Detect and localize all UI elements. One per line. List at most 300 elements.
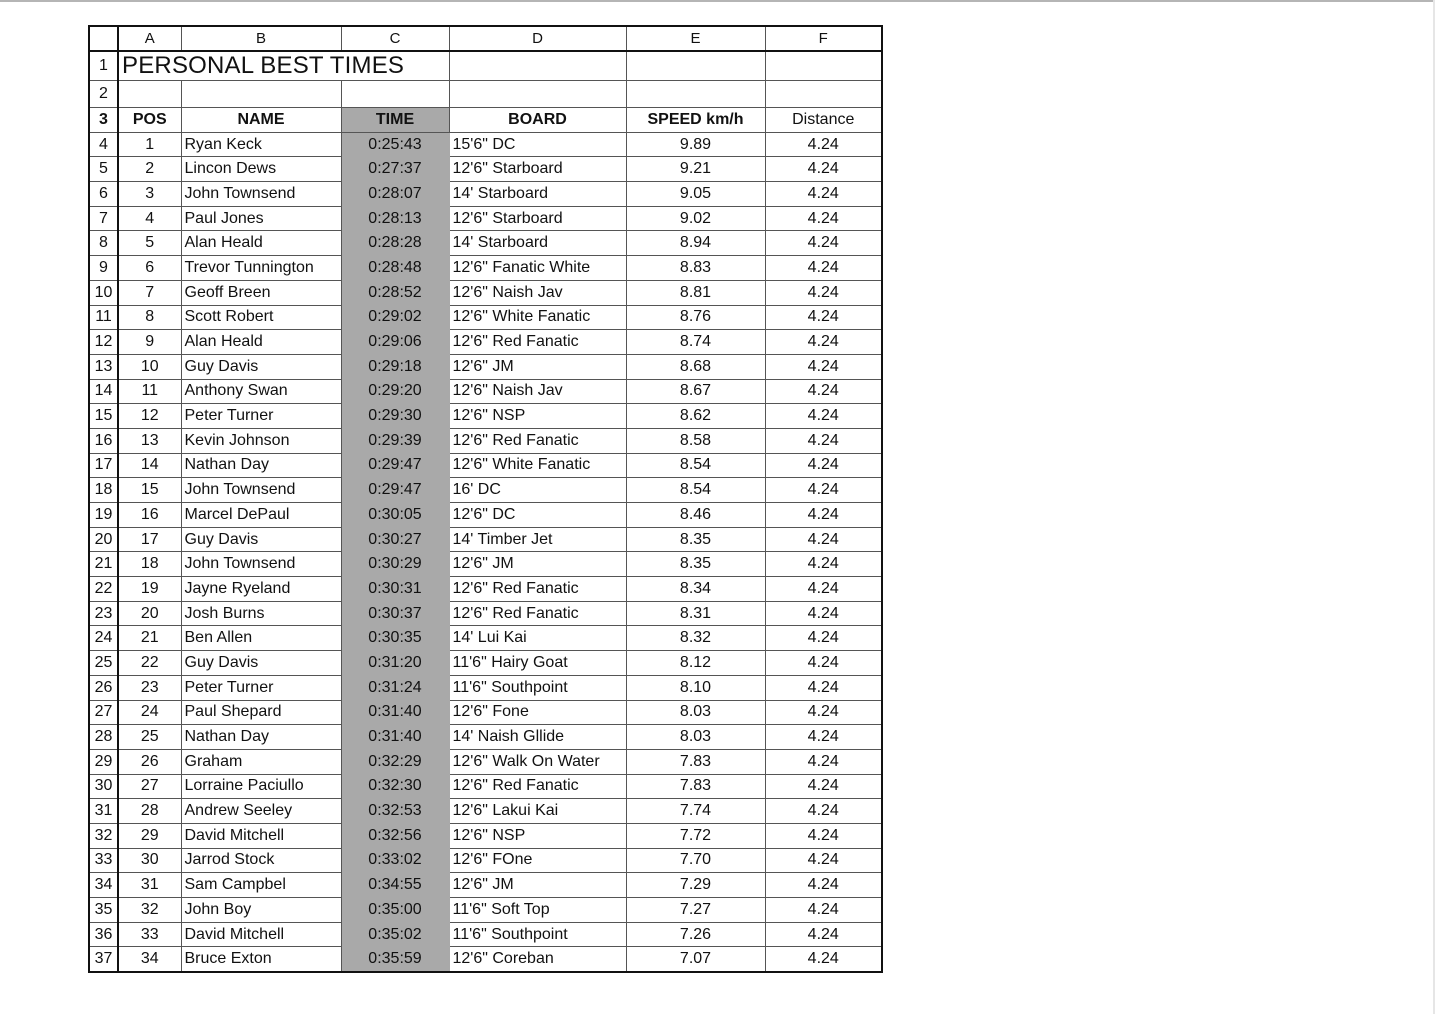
cell-board[interactable]: 11'6" Hairy Goat bbox=[449, 651, 626, 676]
table-row bbox=[89, 330, 882, 355]
cell-pos[interactable]: 34 bbox=[118, 947, 181, 972]
cell-speed[interactable]: 7.29 bbox=[626, 873, 765, 898]
header-pos[interactable]: POS bbox=[118, 108, 181, 133]
table-row bbox=[89, 898, 882, 923]
row-number[interactable]: 19 bbox=[89, 503, 118, 528]
row-number[interactable]: 1 bbox=[89, 51, 118, 81]
cell-speed[interactable]: 8.03 bbox=[626, 725, 765, 750]
blank-row bbox=[89, 81, 882, 108]
row-number[interactable]: 14 bbox=[89, 379, 118, 404]
cell-distance[interactable]: 4.24 bbox=[765, 478, 882, 503]
cell-board[interactable]: 14' Naish Gllide bbox=[449, 725, 626, 750]
cell-speed[interactable]: 7.27 bbox=[626, 898, 765, 923]
cell-speed[interactable]: 8.67 bbox=[626, 379, 765, 404]
header-name[interactable]: NAME bbox=[181, 108, 341, 133]
row-number[interactable]: 15 bbox=[89, 404, 118, 429]
cell-name[interactable]: Paul Jones bbox=[181, 206, 341, 231]
page-top-border bbox=[0, 0, 1435, 2]
cell-pos[interactable]: 31 bbox=[118, 873, 181, 898]
table-row bbox=[89, 601, 882, 626]
cell-board[interactable]: 12'6" Starboard bbox=[449, 157, 626, 182]
cell-board[interactable]: 12'6" Lakui Kai bbox=[449, 799, 626, 824]
cell-board[interactable]: 12'6" Naish Jav bbox=[449, 280, 626, 305]
cell-pos[interactable]: 2 bbox=[118, 157, 181, 182]
cell-empty[interactable] bbox=[626, 81, 765, 108]
select-all-corner[interactable] bbox=[89, 26, 118, 51]
cell-time[interactable]: 0:35:59 bbox=[341, 947, 449, 972]
row-number[interactable]: 3 bbox=[89, 108, 118, 133]
table-row bbox=[89, 280, 882, 305]
cell-empty[interactable] bbox=[341, 81, 449, 108]
column-header-b[interactable]: B bbox=[181, 26, 341, 51]
cell-time[interactable]: 0:30:29 bbox=[341, 552, 449, 577]
cell-board[interactable]: 15'6" DC bbox=[449, 132, 626, 157]
cell-time[interactable]: 0:25:43 bbox=[341, 132, 449, 157]
cell-name[interactable]: Paul Shepard bbox=[181, 700, 341, 725]
row-number[interactable]: 20 bbox=[89, 527, 118, 552]
cell-pos[interactable]: 32 bbox=[118, 898, 181, 923]
cell-speed[interactable]: 9.89 bbox=[626, 132, 765, 157]
cell-distance[interactable]: 4.24 bbox=[765, 922, 882, 947]
cell-distance[interactable]: 4.24 bbox=[765, 379, 882, 404]
cell-name[interactable]: Ben Allen bbox=[181, 626, 341, 651]
row-number[interactable]: 30 bbox=[89, 774, 118, 799]
cell-speed[interactable]: 7.74 bbox=[626, 799, 765, 824]
cell-pos[interactable]: 3 bbox=[118, 182, 181, 207]
cell-name[interactable]: Jayne Ryeland bbox=[181, 577, 341, 602]
cell-distance[interactable]: 4.24 bbox=[765, 700, 882, 725]
table-row bbox=[89, 157, 882, 182]
cell-speed[interactable]: 8.74 bbox=[626, 330, 765, 355]
cell-time[interactable]: 0:35:00 bbox=[341, 898, 449, 923]
table-row bbox=[89, 725, 882, 750]
cell-speed[interactable]: 8.35 bbox=[626, 552, 765, 577]
cell-name[interactable]: John Townsend bbox=[181, 182, 341, 207]
cell-distance[interactable]: 4.24 bbox=[765, 799, 882, 824]
cell-distance[interactable]: 4.24 bbox=[765, 725, 882, 750]
column-header-row bbox=[89, 26, 882, 51]
cell-pos[interactable]: 5 bbox=[118, 231, 181, 256]
cell-time[interactable]: 0:31:40 bbox=[341, 725, 449, 750]
cell-distance[interactable]: 4.24 bbox=[765, 873, 882, 898]
cell-time[interactable]: 0:29:02 bbox=[341, 305, 449, 330]
table-row bbox=[89, 774, 882, 799]
cell-board[interactable]: 12'6" Red Fanatic bbox=[449, 601, 626, 626]
cell-pos[interactable]: 18 bbox=[118, 552, 181, 577]
row-number[interactable]: 4 bbox=[89, 132, 118, 157]
cell-distance[interactable]: 4.24 bbox=[765, 157, 882, 182]
table-row bbox=[89, 823, 882, 848]
cell-time[interactable]: 0:29:18 bbox=[341, 354, 449, 379]
row-number[interactable]: 21 bbox=[89, 552, 118, 577]
cell-speed[interactable]: 8.10 bbox=[626, 675, 765, 700]
cell-time[interactable]: 0:28:07 bbox=[341, 182, 449, 207]
column-header-d[interactable]: D bbox=[449, 26, 626, 51]
cell-name[interactable]: Scott Robert bbox=[181, 305, 341, 330]
cell-board[interactable]: 12'6" Starboard bbox=[449, 206, 626, 231]
cell-time[interactable]: 0:28:52 bbox=[341, 280, 449, 305]
row-number[interactable]: 36 bbox=[89, 922, 118, 947]
row-number[interactable]: 12 bbox=[89, 330, 118, 355]
cell-time[interactable]: 0:29:39 bbox=[341, 428, 449, 453]
cell-name[interactable]: Lorraine Paciullo bbox=[181, 774, 341, 799]
row-number[interactable]: 9 bbox=[89, 256, 118, 281]
cell-pos[interactable]: 26 bbox=[118, 749, 181, 774]
row-number[interactable]: 24 bbox=[89, 626, 118, 651]
cell-distance[interactable]: 4.24 bbox=[765, 280, 882, 305]
row-number[interactable]: 2 bbox=[89, 81, 118, 108]
cell-name[interactable]: John Townsend bbox=[181, 552, 341, 577]
cell-board[interactable]: 12'6" Naish Jav bbox=[449, 379, 626, 404]
cell-name[interactable]: Nathan Day bbox=[181, 725, 341, 750]
table-row bbox=[89, 799, 882, 824]
cell-pos[interactable]: 15 bbox=[118, 478, 181, 503]
cell-distance[interactable]: 4.24 bbox=[765, 503, 882, 528]
cell-time[interactable]: 0:30:05 bbox=[341, 503, 449, 528]
cell-board[interactable]: 12'6" Coreban bbox=[449, 947, 626, 972]
cell-speed[interactable]: 9.05 bbox=[626, 182, 765, 207]
cell-name[interactable]: Lincon Dews bbox=[181, 157, 341, 182]
cell-distance[interactable]: 4.24 bbox=[765, 577, 882, 602]
table-row bbox=[89, 626, 882, 651]
cell-name[interactable]: Guy Davis bbox=[181, 527, 341, 552]
cell-time[interactable]: 0:32:56 bbox=[341, 823, 449, 848]
cell-distance[interactable]: 4.24 bbox=[765, 552, 882, 577]
cell-time[interactable]: 0:30:27 bbox=[341, 527, 449, 552]
row-number[interactable]: 18 bbox=[89, 478, 118, 503]
row-number[interactable]: 29 bbox=[89, 749, 118, 774]
cell-time[interactable]: 0:29:47 bbox=[341, 478, 449, 503]
column-header-c[interactable]: C bbox=[341, 26, 449, 51]
row-number[interactable]: 35 bbox=[89, 898, 118, 923]
cell-speed[interactable]: 8.83 bbox=[626, 256, 765, 281]
cell-name[interactable]: Anthony Swan bbox=[181, 379, 341, 404]
row-number[interactable]: 10 bbox=[89, 280, 118, 305]
cell-board[interactable]: 12'6" JM bbox=[449, 354, 626, 379]
cell-name[interactable]: Alan Heald bbox=[181, 231, 341, 256]
cell-time[interactable]: 0:28:48 bbox=[341, 256, 449, 281]
cell-board[interactable]: 11'6" Southpoint bbox=[449, 675, 626, 700]
cell-pos[interactable]: 9 bbox=[118, 330, 181, 355]
cell-time[interactable]: 0:31:40 bbox=[341, 700, 449, 725]
cell-board[interactable]: 14' Starboard bbox=[449, 231, 626, 256]
table-row bbox=[89, 305, 882, 330]
row-number[interactable]: 26 bbox=[89, 675, 118, 700]
table-row bbox=[89, 700, 882, 725]
cell-speed[interactable]: 8.68 bbox=[626, 354, 765, 379]
cell-speed[interactable]: 8.94 bbox=[626, 231, 765, 256]
cell-speed[interactable]: 8.12 bbox=[626, 651, 765, 676]
cell-time[interactable]: 0:35:02 bbox=[341, 922, 449, 947]
column-header-e[interactable]: E bbox=[626, 26, 765, 51]
cell-name[interactable]: Josh Burns bbox=[181, 601, 341, 626]
cell-pos[interactable]: 22 bbox=[118, 651, 181, 676]
row-number[interactable]: 31 bbox=[89, 799, 118, 824]
table-row bbox=[89, 848, 882, 873]
cell-name[interactable]: David Mitchell bbox=[181, 922, 341, 947]
cell-speed[interactable]: 8.31 bbox=[626, 601, 765, 626]
cell-name[interactable]: Geoff Breen bbox=[181, 280, 341, 305]
table-row bbox=[89, 354, 882, 379]
cell-speed[interactable]: 7.07 bbox=[626, 947, 765, 972]
row-number[interactable]: 16 bbox=[89, 428, 118, 453]
cell-pos[interactable]: 17 bbox=[118, 527, 181, 552]
table-row bbox=[89, 132, 882, 157]
table-row bbox=[89, 922, 882, 947]
row-number[interactable]: 6 bbox=[89, 182, 118, 207]
cell-time[interactable]: 0:30:31 bbox=[341, 577, 449, 602]
cell-distance[interactable]: 4.24 bbox=[765, 256, 882, 281]
row-number[interactable]: 25 bbox=[89, 651, 118, 676]
cell-pos[interactable]: 8 bbox=[118, 305, 181, 330]
cell-empty[interactable] bbox=[765, 51, 882, 81]
cell-board[interactable]: 12'6" JM bbox=[449, 873, 626, 898]
cell-time[interactable]: 0:28:13 bbox=[341, 206, 449, 231]
cell-time[interactable]: 0:31:20 bbox=[341, 651, 449, 676]
cell-speed[interactable]: 8.03 bbox=[626, 700, 765, 725]
table-row bbox=[89, 947, 882, 972]
cell-speed[interactable]: 8.34 bbox=[626, 577, 765, 602]
cell-time[interactable]: 0:32:29 bbox=[341, 749, 449, 774]
cell-speed[interactable]: 9.21 bbox=[626, 157, 765, 182]
cell-speed[interactable]: 7.83 bbox=[626, 749, 765, 774]
cell-speed[interactable]: 8.32 bbox=[626, 626, 765, 651]
cell-name[interactable]: Kevin Johnson bbox=[181, 428, 341, 453]
cell-time[interactable]: 0:32:53 bbox=[341, 799, 449, 824]
cell-name[interactable]: Trevor Tunnington bbox=[181, 256, 341, 281]
cell-distance[interactable]: 4.24 bbox=[765, 848, 882, 873]
cell-distance[interactable]: 4.24 bbox=[765, 231, 882, 256]
cell-empty[interactable] bbox=[181, 81, 341, 108]
table-row bbox=[89, 182, 882, 207]
row-number[interactable]: 32 bbox=[89, 823, 118, 848]
row-number[interactable]: 13 bbox=[89, 354, 118, 379]
cell-distance[interactable]: 4.24 bbox=[765, 675, 882, 700]
cell-pos[interactable]: 24 bbox=[118, 700, 181, 725]
row-number[interactable]: 8 bbox=[89, 231, 118, 256]
cell-speed[interactable]: 8.81 bbox=[626, 280, 765, 305]
cell-distance[interactable]: 4.24 bbox=[765, 823, 882, 848]
cell-distance[interactable]: 4.24 bbox=[765, 947, 882, 972]
table-row bbox=[89, 206, 882, 231]
cell-time[interactable]: 0:31:24 bbox=[341, 675, 449, 700]
cell-board[interactable]: 12'6" Red Fanatic bbox=[449, 577, 626, 602]
cell-name[interactable]: Andrew Seeley bbox=[181, 799, 341, 824]
cell-name[interactable]: Sam Campbel bbox=[181, 873, 341, 898]
cell-speed[interactable]: 7.83 bbox=[626, 774, 765, 799]
row-number[interactable]: 22 bbox=[89, 577, 118, 602]
table-row bbox=[89, 675, 882, 700]
cell-pos[interactable]: 28 bbox=[118, 799, 181, 824]
cell-board[interactable]: 12'6" NSP bbox=[449, 823, 626, 848]
cell-name[interactable]: John Boy bbox=[181, 898, 341, 923]
cell-distance[interactable]: 4.24 bbox=[765, 898, 882, 923]
header-time[interactable]: TIME bbox=[341, 108, 449, 133]
cell-name[interactable]: John Townsend bbox=[181, 478, 341, 503]
cell-empty[interactable] bbox=[118, 81, 181, 108]
cell-name[interactable]: Peter Turner bbox=[181, 404, 341, 429]
cell-board[interactable]: 12'6" White Fanatic bbox=[449, 305, 626, 330]
column-header-a[interactable]: A bbox=[118, 26, 181, 51]
header-speed[interactable]: SPEED km/h bbox=[626, 108, 765, 133]
cell-distance[interactable]: 4.24 bbox=[765, 774, 882, 799]
cell-distance[interactable]: 4.24 bbox=[765, 749, 882, 774]
cell-board[interactable]: 12'6" Red Fanatic bbox=[449, 428, 626, 453]
cell-pos[interactable]: 33 bbox=[118, 922, 181, 947]
cell-distance[interactable]: 4.24 bbox=[765, 453, 882, 478]
cell-time[interactable]: 0:30:37 bbox=[341, 601, 449, 626]
cell-speed[interactable]: 8.35 bbox=[626, 527, 765, 552]
row-number[interactable]: 33 bbox=[89, 848, 118, 873]
table-row bbox=[89, 651, 882, 676]
cell-name[interactable]: Peter Turner bbox=[181, 675, 341, 700]
cell-empty[interactable] bbox=[449, 81, 626, 108]
cell-pos[interactable]: 11 bbox=[118, 379, 181, 404]
cell-pos[interactable]: 16 bbox=[118, 503, 181, 528]
cell-speed[interactable]: 7.26 bbox=[626, 922, 765, 947]
row-number[interactable]: 5 bbox=[89, 157, 118, 182]
row-number[interactable]: 7 bbox=[89, 206, 118, 231]
cell-name[interactable]: Marcel DePaul bbox=[181, 503, 341, 528]
row-number[interactable]: 28 bbox=[89, 725, 118, 750]
header-board[interactable]: BOARD bbox=[449, 108, 626, 133]
cell-board[interactable]: 14' Starboard bbox=[449, 182, 626, 207]
cell-name[interactable]: Bruce Exton bbox=[181, 947, 341, 972]
cell-board[interactable]: 12'6" FOne bbox=[449, 848, 626, 873]
row-number[interactable]: 37 bbox=[89, 947, 118, 972]
cell-time[interactable]: 0:28:28 bbox=[341, 231, 449, 256]
cell-pos[interactable]: 1 bbox=[118, 132, 181, 157]
cell-board[interactable]: 16' DC bbox=[449, 478, 626, 503]
cell-name[interactable]: David Mitchell bbox=[181, 823, 341, 848]
cell-board[interactable]: 11'6" Southpoint bbox=[449, 922, 626, 947]
cell-distance[interactable]: 4.24 bbox=[765, 651, 882, 676]
cell-empty[interactable] bbox=[626, 51, 765, 81]
cell-distance[interactable]: 4.24 bbox=[765, 601, 882, 626]
cell-speed[interactable]: 8.46 bbox=[626, 503, 765, 528]
cell-pos[interactable]: 23 bbox=[118, 675, 181, 700]
cell-distance[interactable]: 4.24 bbox=[765, 206, 882, 231]
cell-distance[interactable]: 4.24 bbox=[765, 626, 882, 651]
cell-board[interactable]: 12'6" Red Fanatic bbox=[449, 774, 626, 799]
cell-speed[interactable]: 8.76 bbox=[626, 305, 765, 330]
cell-speed[interactable]: 8.62 bbox=[626, 404, 765, 429]
cell-pos[interactable]: 6 bbox=[118, 256, 181, 281]
cell-name[interactable]: Ryan Keck bbox=[181, 132, 341, 157]
cell-pos[interactable]: 21 bbox=[118, 626, 181, 651]
cell-time[interactable]: 0:29:20 bbox=[341, 379, 449, 404]
cell-time[interactable]: 0:27:37 bbox=[341, 157, 449, 182]
row-number[interactable]: 23 bbox=[89, 601, 118, 626]
cell-name[interactable]: Guy Davis bbox=[181, 354, 341, 379]
cell-pos[interactable]: 30 bbox=[118, 848, 181, 873]
cell-empty[interactable] bbox=[449, 51, 626, 81]
cell-pos[interactable]: 10 bbox=[118, 354, 181, 379]
row-number[interactable]: 11 bbox=[89, 305, 118, 330]
cell-time[interactable]: 0:29:06 bbox=[341, 330, 449, 355]
cell-board[interactable]: 12'6" White Fanatic bbox=[449, 453, 626, 478]
cell-board[interactable]: 12'6" Fanatic White bbox=[449, 256, 626, 281]
cell-board[interactable]: 12'6" NSP bbox=[449, 404, 626, 429]
header-distance[interactable]: Distance bbox=[765, 108, 882, 133]
cell-distance[interactable]: 4.24 bbox=[765, 354, 882, 379]
cell-distance[interactable]: 4.24 bbox=[765, 132, 882, 157]
title-row bbox=[89, 51, 882, 81]
row-number[interactable]: 34 bbox=[89, 873, 118, 898]
cell-distance[interactable]: 4.24 bbox=[765, 527, 882, 552]
cell-pos[interactable]: 27 bbox=[118, 774, 181, 799]
cell-time[interactable]: 0:32:30 bbox=[341, 774, 449, 799]
cell-pos[interactable]: 4 bbox=[118, 206, 181, 231]
cell-board[interactable]: 12'6" Walk On Water bbox=[449, 749, 626, 774]
cell-speed[interactable]: 8.58 bbox=[626, 428, 765, 453]
cell-empty[interactable] bbox=[765, 81, 882, 108]
row-number[interactable]: 27 bbox=[89, 700, 118, 725]
cell-board[interactable]: 14' Timber Jet bbox=[449, 527, 626, 552]
table-row bbox=[89, 503, 882, 528]
cell-board[interactable]: 12'6" Fone bbox=[449, 700, 626, 725]
cell-name[interactable]: Graham bbox=[181, 749, 341, 774]
cell-pos[interactable]: 19 bbox=[118, 577, 181, 602]
cell-board[interactable]: 11'6" Soft Top bbox=[449, 898, 626, 923]
cell-pos[interactable]: 20 bbox=[118, 601, 181, 626]
cell-name[interactable]: Nathan Day bbox=[181, 453, 341, 478]
cell-speed[interactable]: 9.02 bbox=[626, 206, 765, 231]
column-header-f[interactable]: F bbox=[765, 26, 882, 51]
cell-pos[interactable]: 25 bbox=[118, 725, 181, 750]
table-row bbox=[89, 428, 882, 453]
cell-time[interactable]: 0:34:55 bbox=[341, 873, 449, 898]
cell-board[interactable]: 14' Lui Kai bbox=[449, 626, 626, 651]
table-row bbox=[89, 577, 882, 602]
cell-pos[interactable]: 13 bbox=[118, 428, 181, 453]
cell-name[interactable]: Guy Davis bbox=[181, 651, 341, 676]
cell-distance[interactable]: 4.24 bbox=[765, 330, 882, 355]
cell-board[interactable]: 12'6" JM bbox=[449, 552, 626, 577]
cell-speed[interactable]: 7.72 bbox=[626, 823, 765, 848]
row-number[interactable]: 17 bbox=[89, 453, 118, 478]
cell-speed[interactable]: 7.70 bbox=[626, 848, 765, 873]
cell-pos[interactable]: 7 bbox=[118, 280, 181, 305]
cell-pos[interactable]: 29 bbox=[118, 823, 181, 848]
cell-board[interactable]: 12'6" Red Fanatic bbox=[449, 330, 626, 355]
table-row bbox=[89, 256, 882, 281]
table-row bbox=[89, 552, 882, 577]
cell-distance[interactable]: 4.24 bbox=[765, 428, 882, 453]
cell-distance[interactable]: 4.24 bbox=[765, 305, 882, 330]
cell-time[interactable]: 0:29:30 bbox=[341, 404, 449, 429]
cell-distance[interactable]: 4.24 bbox=[765, 404, 882, 429]
cell-time[interactable]: 0:30:35 bbox=[341, 626, 449, 651]
table-row bbox=[89, 527, 882, 552]
cell-pos[interactable]: 12 bbox=[118, 404, 181, 429]
cell-name[interactable]: Jarrod Stock bbox=[181, 848, 341, 873]
cell-speed[interactable]: 8.54 bbox=[626, 453, 765, 478]
table-row bbox=[89, 453, 882, 478]
cell-time[interactable]: 0:33:02 bbox=[341, 848, 449, 873]
cell-time[interactable]: 0:29:47 bbox=[341, 453, 449, 478]
cell-name[interactable]: Alan Heald bbox=[181, 330, 341, 355]
table-row bbox=[89, 379, 882, 404]
personal-best-times-sheet bbox=[88, 25, 883, 973]
table-row bbox=[89, 478, 882, 503]
sheet-title[interactable]: PERSONAL BEST TIMES bbox=[118, 51, 449, 81]
cell-board[interactable]: 12'6" DC bbox=[449, 503, 626, 528]
table-row bbox=[89, 404, 882, 429]
cell-distance[interactable]: 4.24 bbox=[765, 182, 882, 207]
cell-pos[interactable]: 14 bbox=[118, 453, 181, 478]
cell-speed[interactable]: 8.54 bbox=[626, 478, 765, 503]
